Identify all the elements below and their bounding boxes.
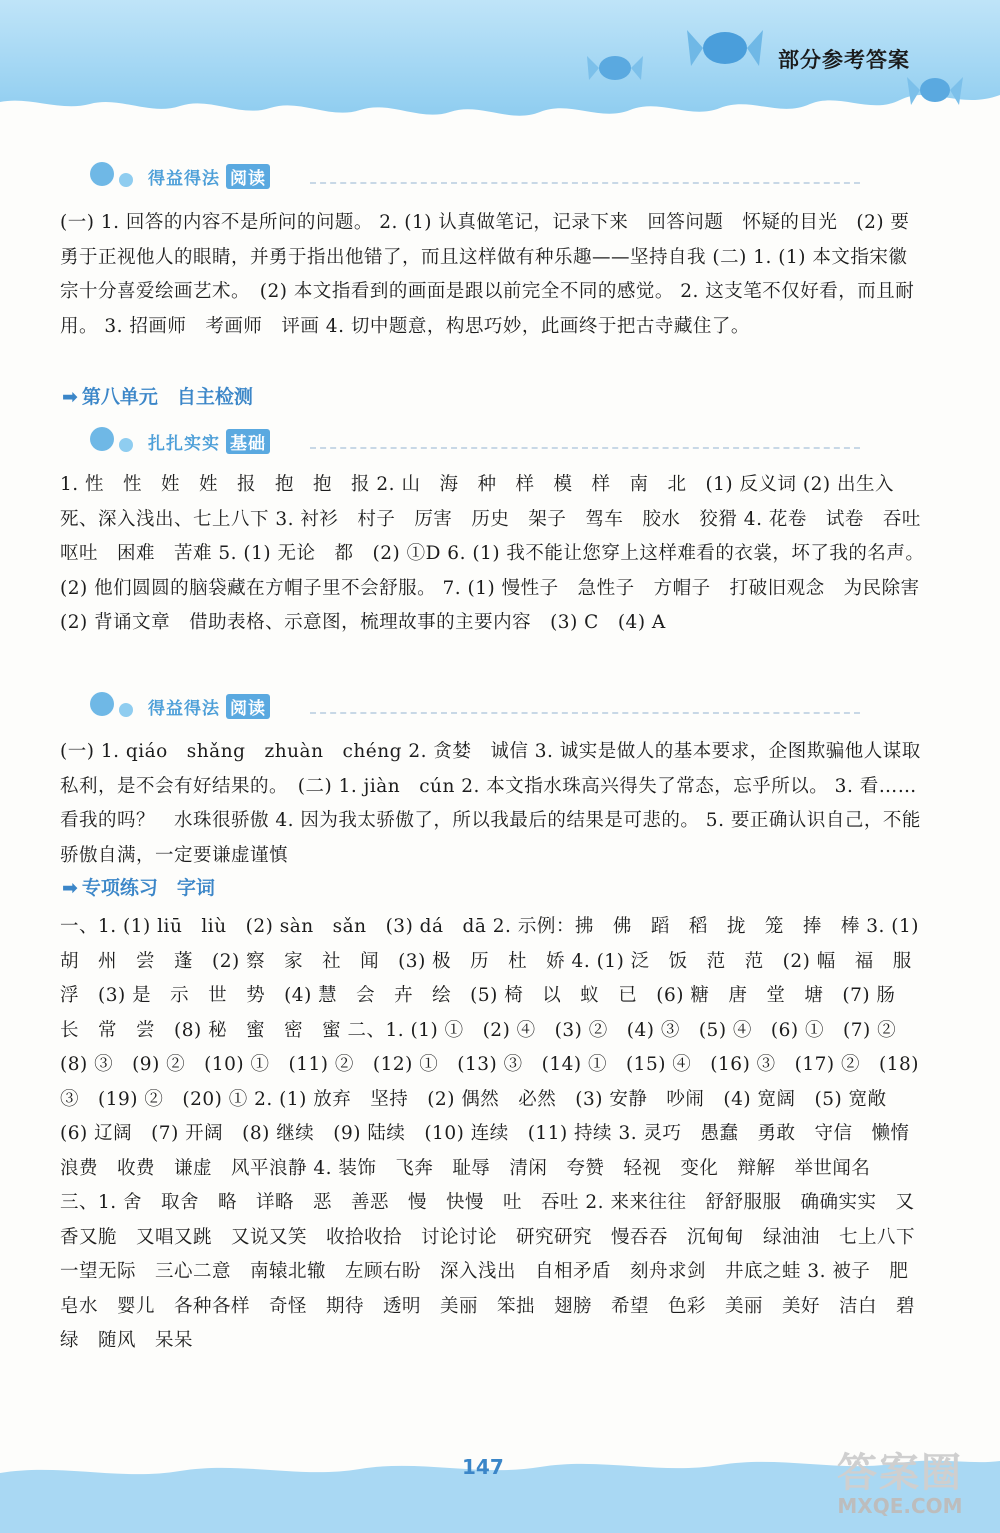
basic-section-banner: [60, 425, 860, 461]
candy-icon: [685, 20, 765, 75]
bubble-icon: [84, 690, 144, 726]
special-answers: 一、1. (1) liū liù (2) sàn sǎn (3) dá dā 2. 示例：拂 佛 蹈 稻 拢 笼 捧 棒 3. (1) 胡 州 尝 蓬 (2) 察 家 社 闻 (3) 极 历 杜 娇 4. (1) 泛 饭 范 范 (2) 幅 福 服 浮 (3) 是 示 世 势 (4) 慧 会 卉 绘 (5) 椅 以 蚁 已 (6) 糖 唐 堂 塘 (7) 肠 长 常 尝 (8) 秘 蜜 密 蜜 二、1. (1) ① (2) ④ (3) ② (4) ③ (5) ④ (6) ① (7) ② (8) ③ (9) ② (10) ① (11) ② (12) ① (13) ③ (14) ① (15) ④ (16) ③ (17) ② (18) ③ (19) ② (20) ① 2. (1) 放弃 坚持 (2) 偶然 必然 (3) 安静 吵闹 (4) 宽阔 (5) 宽敞 (6) 辽阔 (7) 开阔 (8) 继续 (9) 陆续 (10) 连续 (11) 持续 3. 灵巧 愚蠢 勇敢 守信 懒惰 浪费 收费 谦虚 风平浪静 4. 装饰 飞奔 耻辱 清闲 夸赞 轻视 变化 辩解 举世闻名 三、1. 舍 取舍 略 详略 恶 善恶 慢 快慢 吐 吞吐 2. 来来往往 舒舒服服 确确实实 又香又脆 又唱又跳 又说又笑 收拾收拾 讨论讨论 研究研究 慢吞吞 沉甸甸 绿油油 七上八下 一望无际 三心二意 南辕北辙 左顾右盼 深入浅出 自相矛盾 刻舟求剑 井底之蛙 3. 被子 肥皂水 婴儿 各种各样 奇怪 期待 透明 美丽 笨拙 翅膀 希望 色彩 美丽 美好 洁白 碧绿 随风 呆呆: [60, 916, 935, 1351]
banner-tag: 阅读: [226, 694, 270, 719]
unit8-heading: ➡ 第八单元 自主检测: [62, 386, 253, 408]
arrow-icon: ➡: [62, 386, 78, 408]
banner-label: 得益得法 阅读: [148, 164, 270, 189]
banner-tag: 基础: [226, 429, 270, 454]
arrow-icon: ➡: [62, 877, 78, 899]
banner-label: 扎扎实实 基础: [148, 429, 270, 454]
reading-section-banner: [60, 160, 860, 196]
reading1-answers: (一) 1. 回答的内容不是所问的问题。 2. (1) 认真做笔记，记录下来 回答问题 怀疑的目光 (2) 要勇于正视他人的眼睛，并勇于指出他错了，而且这样做有种乐趣——坚持自我 (二) 1. (1) 本文指宋徽宗十分喜爱绘画艺术。 (2) 本文指看到的画面是跟以前完全不同的感觉。 2. 这支笔不仅好看，而且耐用。 3. 招画师 考画师 评画 4. 切中题意，构思巧妙，此画终于把古寺藏住了。: [60, 212, 915, 337]
watermark-logo: 答案圈 MXQE.COM: [837, 1450, 963, 1518]
banner-divider: [310, 182, 860, 185]
basic-answers: 1. 性 性 姓 姓 报 抱 抱 报 2. 山 海 种 样 模 样 南 北 (1) 反义词 (2) 出生入死、深入浅出、七上八下 3. 衬衫 村子 厉害 历史 架子 驾车 胶水 狡猾 4. 花卷 试卷 吞吐 呕吐 困难 苦难 5. (1) 无论 都 (2) ①D 6. (1) 我不能让您穿上这样难看的衣裳，坏了我的名声。 (2) 他们圆圆的脑袋藏在方帽子里不会舒服。 7. (1) 慢性子 急性子 方帽子 打破旧观念 为民除害 (2) 背诵文章 借助表格、示意图，梳理故事的主要内容 (3) C (4) A: [60, 474, 940, 633]
header-title: 部分参考答案: [778, 48, 910, 72]
banner-divider: [310, 712, 860, 715]
candy-icon: [905, 65, 965, 115]
banner-label: 得益得法 阅读: [148, 694, 270, 719]
bubble-icon: [84, 160, 144, 196]
reading-section-banner: [60, 690, 860, 726]
banner-divider: [310, 447, 860, 450]
candy-icon: [585, 48, 645, 88]
bubble-icon: [84, 425, 144, 461]
banner-tag: 阅读: [226, 164, 270, 189]
reading2-answers: (一) 1. qiáo shǎng zhuàn chéng 2. 贪婪 诚信 3. 诚实是做人的基本要求，企图欺骗他人谋取私利，是不会有好结果的。 (二) 1. jiàn cún 2. 本文指水珠高兴得失了常态，忘乎所以。 3. 看……看我的吗？ 水珠很骄傲 4. 因为我太骄傲了，所以我最后的结果是可悲的。 5. 要正确认识自己，不能骄傲自满，一定要谦虚谨慎: [60, 741, 921, 866]
page-number: 147: [462, 1455, 504, 1479]
special-practice-heading: ➡ 专项练习 字词: [62, 877, 215, 899]
